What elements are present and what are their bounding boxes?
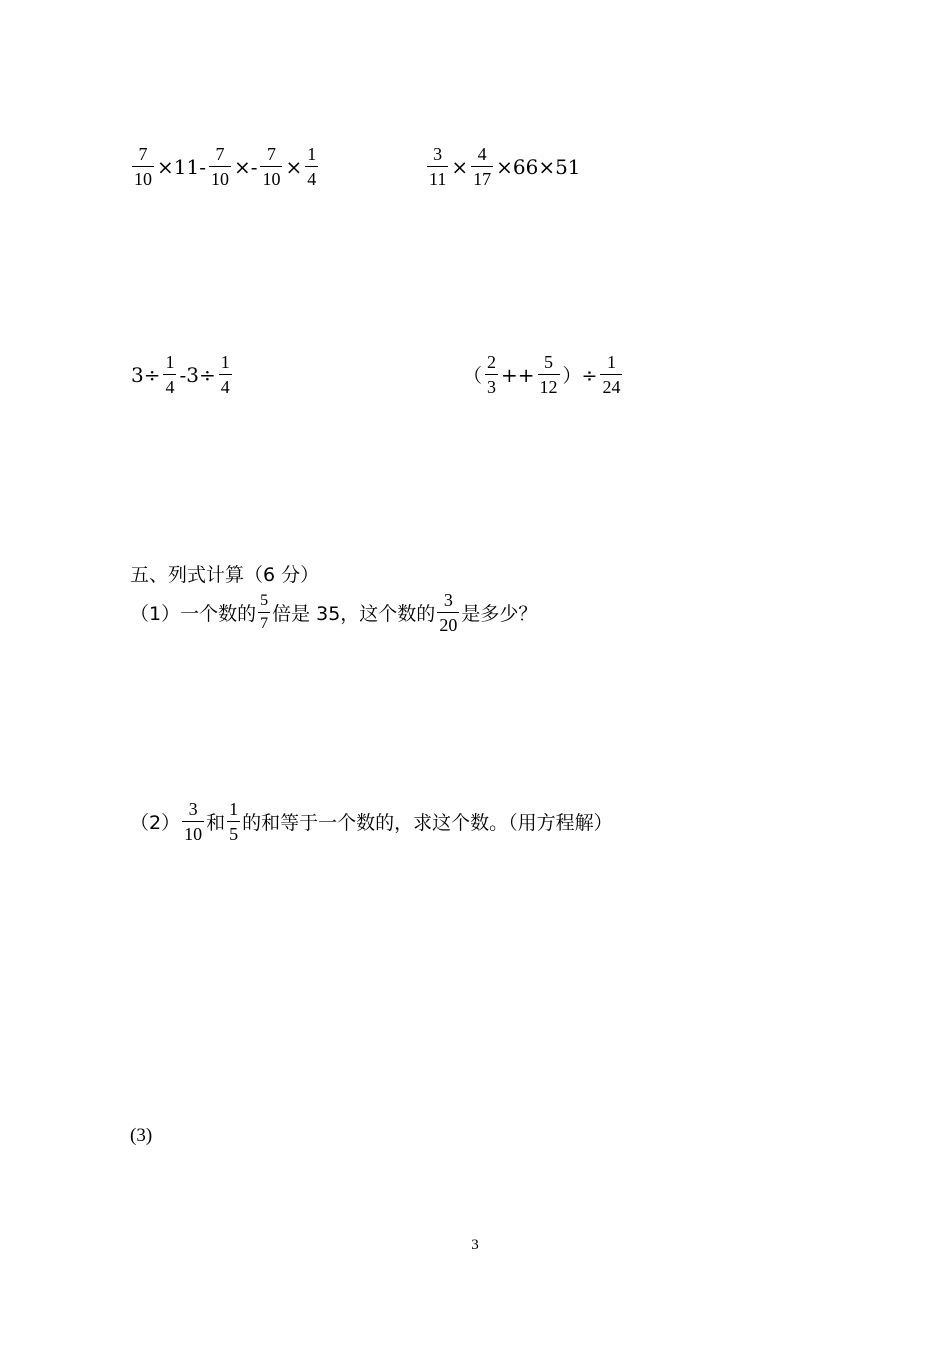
operator: ×11- xyxy=(157,154,206,179)
expression-2 xyxy=(425,145,582,188)
expression-1 xyxy=(130,145,320,188)
question-3-label: (3) xyxy=(130,1125,153,1146)
operator: × xyxy=(285,154,303,179)
question-text: 倍是 35，这个数的 xyxy=(272,603,436,625)
operator: ）÷ xyxy=(562,365,598,387)
section-heading: 五、列式计算（6 分） xyxy=(130,564,320,586)
fraction: $\frac{3}{11}$ xyxy=(429,144,447,189)
operator: ++ xyxy=(501,362,535,387)
operator: （ xyxy=(463,365,483,387)
page-number: 3 xyxy=(471,1237,479,1253)
question-text: 和 xyxy=(206,812,226,834)
fraction: $\frac{5}{12}$ xyxy=(539,352,558,397)
fraction: $\frac{1}{4}$ xyxy=(165,352,175,397)
fraction: $\frac{5}{7}$ xyxy=(260,592,269,632)
fraction: $\frac{3}{10}$ xyxy=(184,799,203,844)
fraction: $\frac{1}{5}$ xyxy=(229,799,239,844)
operator: 3÷ xyxy=(131,362,161,387)
fraction: $\frac{3}{20}$ xyxy=(439,590,458,635)
fraction: $\frac{1}{24}$ xyxy=(602,352,621,397)
operator: ×66×51 xyxy=(496,154,581,179)
expression-3 xyxy=(130,353,234,396)
expression-4 xyxy=(462,353,624,396)
operator: -3÷ xyxy=(179,362,216,387)
question-text: （1）一个数的 xyxy=(130,603,257,625)
question-text: 的和等于一个数的，求这个数。（用方程解） xyxy=(242,812,613,834)
question-2 xyxy=(130,800,613,843)
fraction: $\frac{2}{3}$ xyxy=(487,352,497,397)
fraction: $\frac{1}{4}$ xyxy=(307,144,317,189)
question-text: （2） xyxy=(130,812,181,834)
question-1 xyxy=(130,591,537,634)
fraction: $\frac{7}{10}$ xyxy=(210,144,229,189)
question-text: 是多少？ xyxy=(461,603,538,625)
fraction: $\frac{4}{17}$ xyxy=(473,144,492,189)
operator: ×- xyxy=(233,154,258,179)
operator: × xyxy=(451,154,469,179)
fraction: $\frac{7}{10}$ xyxy=(262,144,281,189)
fraction: $\frac{1}{4}$ xyxy=(220,352,230,397)
fraction: $\frac{7}{10}$ xyxy=(134,144,152,189)
